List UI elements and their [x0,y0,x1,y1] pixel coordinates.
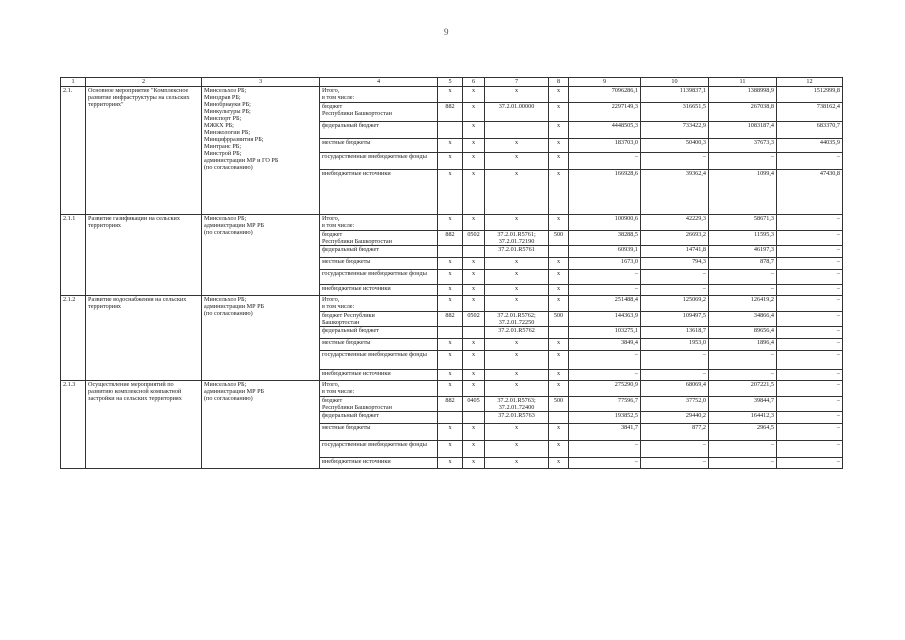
section-code: x [463,339,485,351]
expense-type-code: x [549,381,569,397]
target-article-code: x [485,351,549,370]
section-number: 2.1.2 [61,296,86,381]
grbs-code: 882 [438,231,463,246]
amount-total: 103275,1 [569,327,641,339]
amount-year-1: – [641,351,709,370]
amount-year-1: 29440,2 [641,412,709,424]
amount-total: – [569,153,641,170]
section-number: 2.1.1 [61,215,86,296]
amount-year-2: 11595,3 [709,231,777,246]
amount-year-1: – [641,153,709,170]
target-article-code: 37.2.01.R5762; 37.2.01.72250 [485,312,549,327]
funding-source: бюджет Республики Башкортостан [320,231,438,246]
target-article-code: x [485,170,549,215]
section-code: x [463,170,485,215]
funding-source: государственные внебюджетные фонды [320,351,438,370]
section-code: x [463,441,485,458]
amount-year-3: – [777,351,843,370]
section-code: x [463,270,485,285]
amount-total: 3849,4 [569,339,641,351]
expense-type-code: x [549,139,569,153]
amount-year-3: – [777,246,843,258]
amount-year-1: – [641,458,709,469]
expense-type-code [549,246,569,258]
funding-source: местные бюджеты [320,139,438,153]
table-row [61,381,843,397]
target-article-code: x [485,424,549,441]
amount-total: 38288,5 [569,231,641,246]
funding-source: внебюджетные источники [320,285,438,296]
amount-year-2: 37673,3 [709,139,777,153]
expense-type-code: x [549,296,569,312]
amount-year-2: 207221,5 [709,381,777,397]
amount-year-1: 13618,7 [641,327,709,339]
funding-source: федеральный бюджет [320,412,438,424]
target-article-code: 37.2.01.R5762 [485,327,549,339]
section-executors: Минсельхоз РБ; администрации МР РБ (по согласованию) [202,381,320,469]
grbs-code: x [438,424,463,441]
amount-year-2: – [709,441,777,458]
expense-type-code: x [549,153,569,170]
funding-source: государственные внебюджетные фонды [320,153,438,170]
amount-year-3: – [777,327,843,339]
amount-total: 2297149,3 [569,103,641,122]
table-row [61,296,843,312]
section-executors: Минсельхоз РБ; администрации МР РБ (по согласованию) [202,215,320,296]
amount-year-3: – [777,312,843,327]
amount-total: 166928,6 [569,170,641,215]
amount-total: 275290,9 [569,381,641,397]
section-code: x [463,103,485,122]
amount-year-3: – [777,231,843,246]
target-article-code: x [485,339,549,351]
funding-source: федеральный бюджет [320,327,438,339]
amount-year-1: 14741,8 [641,246,709,258]
funding-source: федеральный бюджет [320,122,438,139]
target-article-code: x [485,258,549,270]
section-code: x [463,458,485,469]
amount-year-2: – [709,285,777,296]
amount-year-1: 39362,4 [641,170,709,215]
column-number-row [61,78,843,87]
grbs-code: 882 [438,312,463,327]
grbs-code: x [438,285,463,296]
section-name: Развитие водоснабжения на сельских территориях [86,296,202,381]
amount-total: 100900,6 [569,215,641,231]
funding-source: Итого, в том числе: [320,381,438,397]
grbs-code: x [438,370,463,381]
section-code: x [463,296,485,312]
amount-year-2: 2964,5 [709,424,777,441]
expense-type-code: 500 [549,312,569,327]
amount-year-3: 44035,9 [777,139,843,153]
target-article-code: 37.2.01.R5763 [485,412,549,424]
section-name: Основное мероприятие "Комплексное развитие инфраструктуры на сельских территориях" [86,87,202,215]
amount-total: 7096286,1 [569,87,641,103]
funding-source: местные бюджеты [320,339,438,351]
section-code [463,327,485,339]
amount-year-2: 126419,2 [709,296,777,312]
section-code: 0502 [463,231,485,246]
amount-year-1: 1139837,1 [641,87,709,103]
grbs-code: x [438,339,463,351]
section-name: Осуществление мероприятий по развитию комплексной компактной застройки на сельских территориях [86,381,202,469]
grbs-code [438,122,463,139]
column-number: 3 [202,78,320,87]
expense-type-code: 500 [549,397,569,412]
amount-year-2: – [709,458,777,469]
grbs-code: x [438,270,463,285]
column-number: 6 [463,78,485,87]
grbs-code: x [438,441,463,458]
amount-year-1: 42229,3 [641,215,709,231]
grbs-code: x [438,215,463,231]
expense-type-code [549,412,569,424]
amount-year-3: – [777,424,843,441]
amount-year-3: – [777,412,843,424]
column-number: 1 [61,78,86,87]
amount-year-2: 89656,4 [709,327,777,339]
column-number: 2 [86,78,202,87]
amount-total: 4448505,3 [569,122,641,139]
grbs-code: x [438,170,463,215]
section-code [463,246,485,258]
amount-total: 193852,5 [569,412,641,424]
section-executors: Минсельхоз РБ; Минздрав РБ; Минобрнауки РБ; Минкультуры РБ; Минспорт РБ; МЖКХ РБ; Минэкологии РБ; Минцифрразвития РБ; Минтранс РБ; Минстрой РБ; администрации МР и ГО РБ (по согласованию) [202,87,320,215]
column-number: 10 [641,78,709,87]
amount-total: – [569,270,641,285]
amount-total: 144363,9 [569,312,641,327]
target-article-code: 37.2.01.00000 [485,103,549,122]
expense-type-code: x [549,270,569,285]
amount-total: 3841,7 [569,424,641,441]
target-article-code: x [485,370,549,381]
column-number: 8 [549,78,569,87]
amount-year-2: 878,7 [709,258,777,270]
amount-year-3: 47430,8 [777,170,843,215]
amount-year-3: – [777,458,843,469]
amount-year-1: – [641,370,709,381]
section-code: x [463,87,485,103]
amount-year-1: 37752,0 [641,397,709,412]
target-article-code: x [485,215,549,231]
amount-year-1: 733422,9 [641,122,709,139]
section-code: x [463,122,485,139]
funding-source: бюджет Республики Башкортостан [320,103,438,122]
amount-year-2: – [709,351,777,370]
target-article-code: x [485,285,549,296]
amount-year-2: 1099,4 [709,170,777,215]
target-article-code: x [485,139,549,153]
funding-source: внебюджетные источники [320,370,438,381]
column-number: 11 [709,78,777,87]
target-article-code: x [485,458,549,469]
amount-total: – [569,351,641,370]
section-code: x [463,258,485,270]
target-article-code: 37.2.01.R5761; 37.2.01.72190 [485,231,549,246]
target-article-code: x [485,153,549,170]
section-code [463,412,485,424]
funding-source: федеральный бюджет [320,246,438,258]
amount-year-1: 50400,3 [641,139,709,153]
column-number: 9 [569,78,641,87]
grbs-code [438,412,463,424]
section-code: x [463,370,485,381]
amount-year-1: 26693,2 [641,231,709,246]
amount-year-1: 1953,0 [641,339,709,351]
amount-year-2: 58671,3 [709,215,777,231]
amount-total: – [569,370,641,381]
section-number: 2.1.3 [61,381,86,469]
amount-year-1: – [641,441,709,458]
amount-year-3: – [777,441,843,458]
section-code: x [463,153,485,170]
column-number: 7 [485,78,549,87]
target-article-code: x [485,296,549,312]
expense-type-code: x [549,122,569,139]
expense-type-code: x [549,170,569,215]
amount-year-3: 738162,4 [777,103,843,122]
grbs-code: x [438,139,463,153]
grbs-code: x [438,258,463,270]
funding-source: внебюджетные источники [320,458,438,469]
expense-type-code: 500 [549,231,569,246]
table-row [61,87,843,103]
column-number: 4 [320,78,438,87]
target-article-code: x [485,87,549,103]
amount-year-2: – [709,153,777,170]
amount-year-1: 109497,5 [641,312,709,327]
expense-type-code: x [549,258,569,270]
expense-type-code [549,327,569,339]
amount-year-3: – [777,270,843,285]
amount-year-2: 1896,4 [709,339,777,351]
expense-type-code: x [549,370,569,381]
amount-year-1: 316651,5 [641,103,709,122]
funding-source: бюджет Республики Башкортостан [320,312,438,327]
target-article-code: x [485,441,549,458]
grbs-code [438,327,463,339]
amount-year-2: 164412,3 [709,412,777,424]
amount-year-1: – [641,285,709,296]
section-number: 2.1. [61,87,86,215]
target-article-code: x [485,270,549,285]
amount-year-3: – [777,370,843,381]
grbs-code: x [438,296,463,312]
amount-year-2: – [709,270,777,285]
section-code: x [463,215,485,231]
target-article-code: x [485,381,549,397]
grbs-code [438,246,463,258]
amount-year-2: 1083187,4 [709,122,777,139]
grbs-code: 882 [438,103,463,122]
amount-year-2: 34866,4 [709,312,777,327]
section-executors: Минсельхоз РБ; администрации МР РБ (по согласованию) [202,296,320,381]
funding-source: государственные внебюджетные фонды [320,441,438,458]
expense-type-code: x [549,285,569,296]
column-number: 5 [438,78,463,87]
section-code: x [463,351,485,370]
section-code: x [463,381,485,397]
amount-year-2: 1388998,9 [709,87,777,103]
amount-year-1: 794,3 [641,258,709,270]
expense-type-code: x [549,458,569,469]
grbs-code: x [438,458,463,469]
amount-year-3: – [777,397,843,412]
amount-year-3: – [777,285,843,296]
amount-total: – [569,285,641,296]
amount-year-3: 1512999,8 [777,87,843,103]
funding-source: Итого, в том числе: [320,215,438,231]
amount-year-1: – [641,270,709,285]
section-code: 0405 [463,397,485,412]
funding-source: внебюджетные источники [320,170,438,215]
expense-type-code: x [549,339,569,351]
grbs-code: x [438,87,463,103]
target-article-code: 37.2.01.R5763; 37.2.01.72400 [485,397,549,412]
grbs-code: x [438,153,463,170]
amount-total: 1673,0 [569,258,641,270]
section-name: Развитие газификации на сельских территориях [86,215,202,296]
section-code: x [463,285,485,296]
funding-source: государственные внебюджетные фонды [320,270,438,285]
amount-year-3: – [777,258,843,270]
amount-year-2: 267038,8 [709,103,777,122]
funding-source: Итого, в том числе: [320,87,438,103]
amount-year-2: 39844,7 [709,397,777,412]
expense-type-code: x [549,351,569,370]
amount-year-1: 68069,4 [641,381,709,397]
expense-type-code: x [549,215,569,231]
amount-year-3: 683370,7 [777,122,843,139]
amount-year-2: – [709,370,777,381]
grbs-code: 882 [438,397,463,412]
expense-type-code: x [549,103,569,122]
amount-total: – [569,441,641,458]
amount-year-1: 125069,2 [641,296,709,312]
target-article-code: 37.2.01.R5761 [485,246,549,258]
grbs-code: x [438,381,463,397]
funding-source: бюджет Республики Башкортостан [320,397,438,412]
expense-type-code: x [549,424,569,441]
expense-type-code: x [549,441,569,458]
section-code: x [463,424,485,441]
funding-source: местные бюджеты [320,424,438,441]
amount-total: 77596,7 [569,397,641,412]
amount-year-1: 877,2 [641,424,709,441]
column-number: 12 [777,78,843,87]
page-number: 9 [444,27,449,37]
table-row [61,215,843,231]
funding-source: местные бюджеты [320,258,438,270]
expense-type-code: x [549,87,569,103]
budget-table [60,77,843,469]
amount-total: 251488,4 [569,296,641,312]
amount-total: 60939,1 [569,246,641,258]
amount-year-2: 46197,3 [709,246,777,258]
section-code: 0502 [463,312,485,327]
amount-year-3: – [777,215,843,231]
funding-source: Итого, в том числе: [320,296,438,312]
target-article-code [485,122,549,139]
grbs-code: x [438,351,463,370]
amount-total: 183703,0 [569,139,641,153]
section-code: x [463,139,485,153]
amount-year-3: – [777,381,843,397]
amount-year-3: – [777,296,843,312]
amount-year-3: – [777,339,843,351]
amount-year-3: – [777,153,843,170]
amount-total: – [569,458,641,469]
